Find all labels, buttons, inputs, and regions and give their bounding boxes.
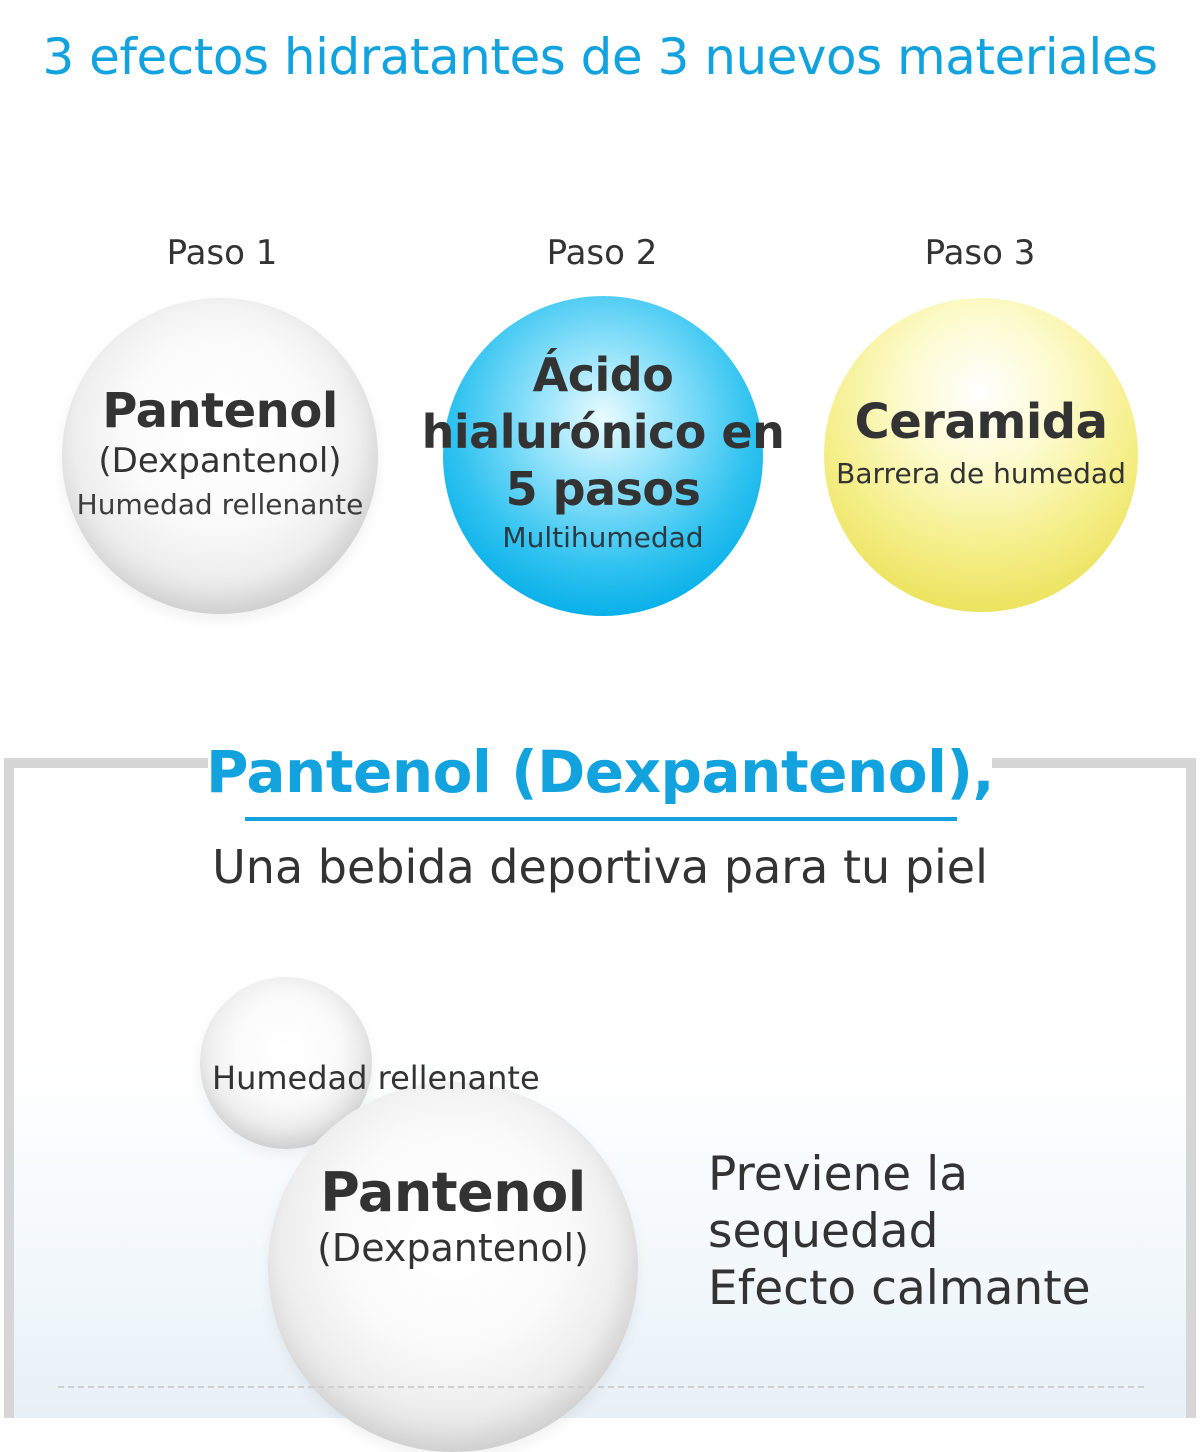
sphere-ceramide-name: Ceramida xyxy=(854,394,1108,450)
section-title-underline xyxy=(245,817,957,821)
benefits-text xyxy=(708,1146,1178,1317)
page-title: 3 efectos hidratantes de 3 nuevos materiales xyxy=(42,28,1158,86)
section-subtitle: Una bebida deportiva para tu piel xyxy=(212,840,988,894)
sphere-hyaluronic-name-3: 5 pasos xyxy=(505,461,701,516)
benefit-line-1: Previene la xyxy=(708,1147,969,1202)
big-bubble xyxy=(268,1082,638,1452)
benefit-line-3: Efecto calmante xyxy=(708,1261,1091,1316)
sphere-hyaluronic-name-2: hialurónico en xyxy=(421,404,785,459)
section-title: Pantenol (Dexpantenol), xyxy=(205,738,995,806)
benefit-line-2: sequedad xyxy=(708,1204,939,1259)
step-1-label: Paso 1 xyxy=(166,233,278,273)
sphere-hyaluronic-name-1: Ácido xyxy=(532,347,674,402)
sphere-ceramide-desc: Barrera de humedad xyxy=(836,457,1126,490)
sphere-pantenol-sub: (Dexpantenol) xyxy=(98,441,342,481)
small-bubble-label: Humedad rellenante xyxy=(212,1059,540,1097)
step-2-label: Paso 2 xyxy=(546,233,658,273)
sphere-ceramide xyxy=(824,298,1138,612)
sphere-pantenol xyxy=(62,298,378,614)
sphere-hyaluronic xyxy=(421,296,785,616)
sphere-pantenol-desc: Humedad rellenante xyxy=(76,488,364,521)
step-3-label: Paso 3 xyxy=(924,233,1036,273)
big-bubble-name: Pantenol xyxy=(320,1161,586,1224)
sphere-pantenol-name: Pantenol xyxy=(102,383,338,439)
big-bubble-sub: (Dexpantenol) xyxy=(317,1226,589,1270)
dashed-divider xyxy=(58,1386,1144,1388)
sphere-hyaluronic-desc: Multihumedad xyxy=(502,520,704,554)
